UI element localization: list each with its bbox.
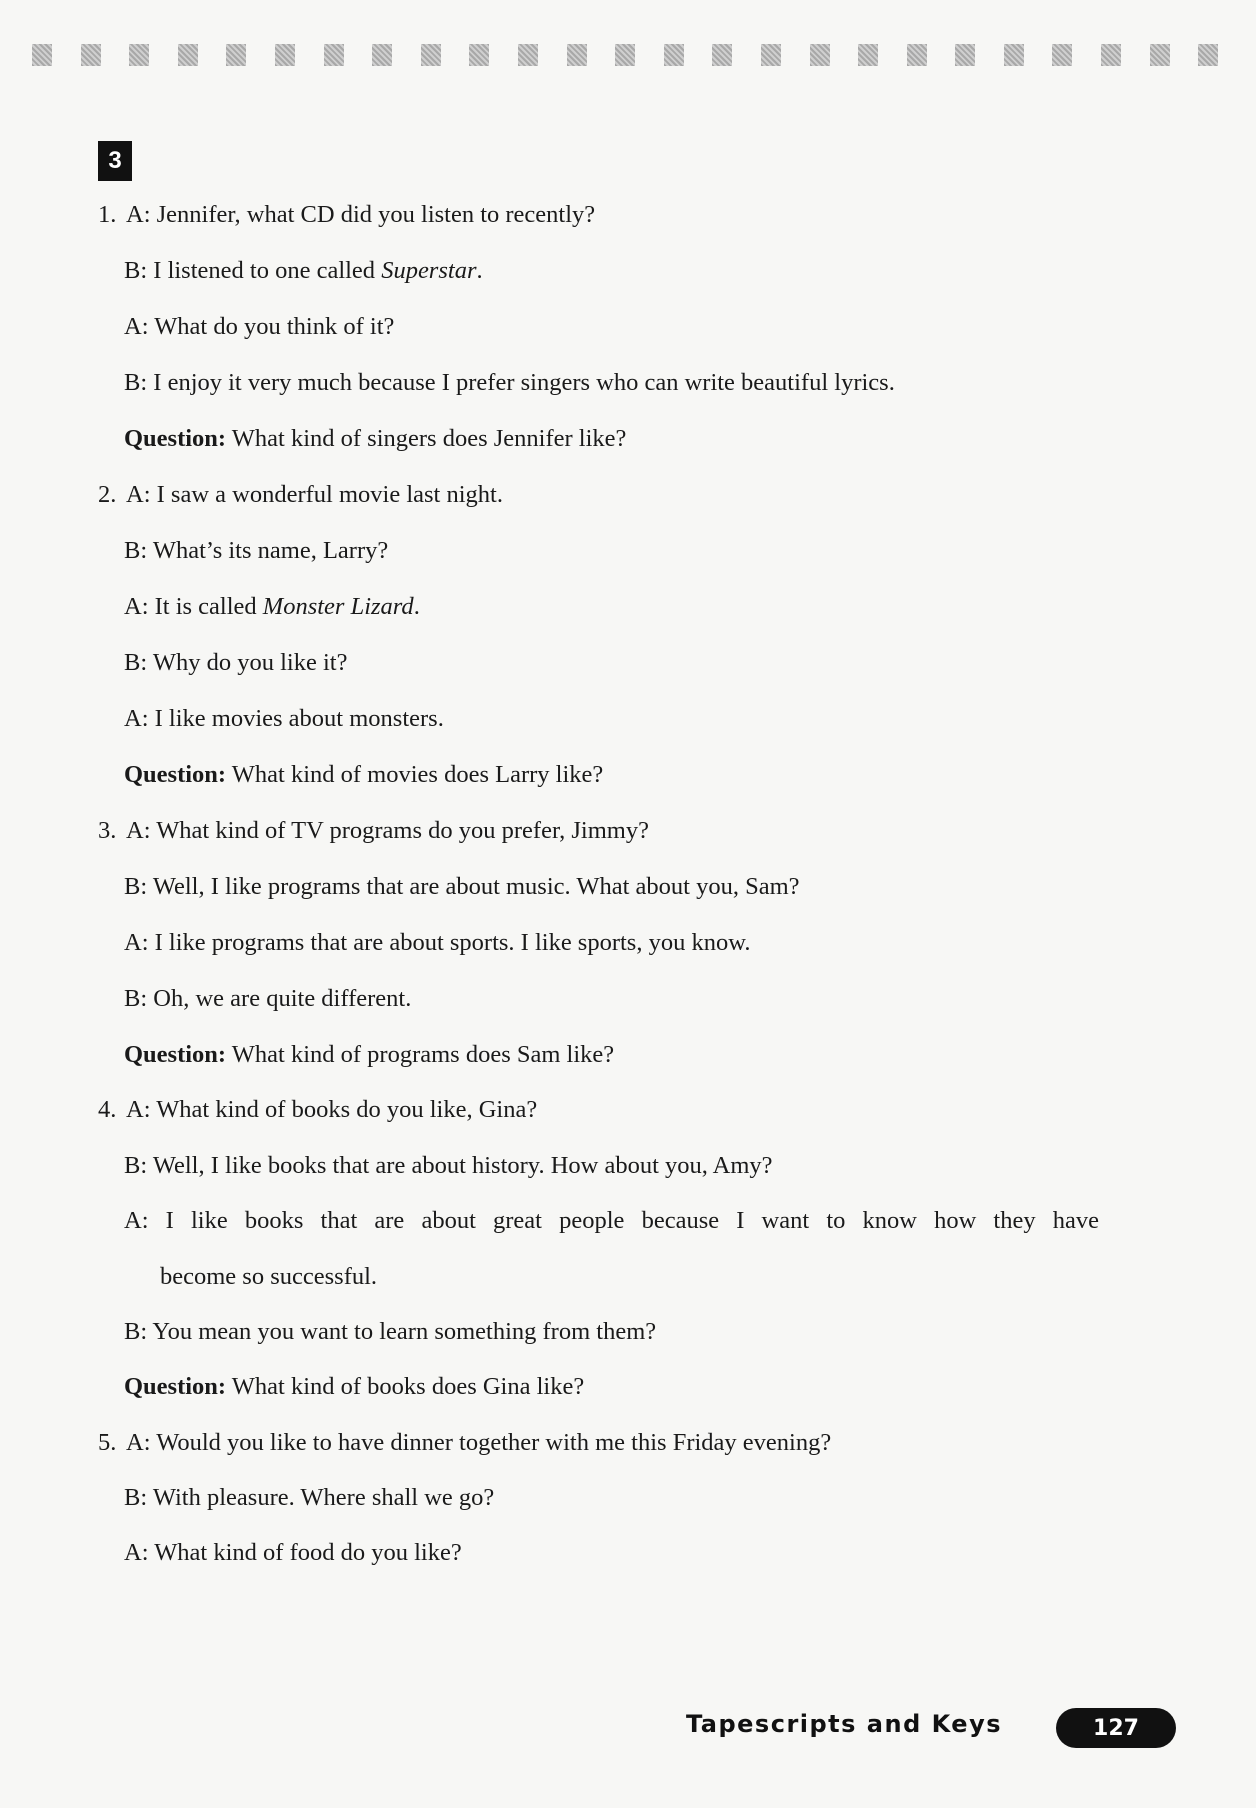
decorative-square [469,44,489,66]
dialogue-line: 4. A: What kind of books do you like, Gina? [98,1096,538,1123]
dialogue-line: A: I like movies about monsters. [124,705,444,732]
page-number: 127 [1056,1708,1176,1748]
decorative-square [32,44,52,66]
decorative-square [907,44,927,66]
dialogue-line: B: Why do you like it? [124,649,348,676]
decorative-square [615,44,635,66]
dialogue-line: A: What do you think of it? [124,313,395,340]
decorative-square [761,44,781,66]
dialogue-line: A: What kind of food do you like? [124,1539,462,1566]
question-line: Question: What kind of movies does Larry like? [124,761,604,788]
section-number-badge: 3 [98,141,132,181]
dialogue-line: B: Well, I like programs that are about music. What about you, Sam? [124,873,800,900]
decorative-square [1150,44,1170,66]
dialogue-line: A: I like books that are about great people because I want to know how they have [124,1207,1100,1234]
decorative-square [858,44,878,66]
decorative-square-row [32,44,1218,66]
dialogue-line: B: With pleasure. Where shall we go? [124,1484,495,1511]
question-line: Question: What kind of singers does Jennifer like? [124,425,627,452]
decorative-square [372,44,392,66]
decorative-square [1198,44,1218,66]
decorative-square [324,44,344,66]
dialogue-line: 3. A: What kind of TV programs do you prefer, Jimmy? [98,817,649,844]
question-line: Question: What kind of books does Gina like? [124,1373,585,1400]
dialogue-line: B: I listened to one called Superstar. [124,257,483,284]
decorative-square [810,44,830,66]
dialogue-line: B: I enjoy it very much because I prefer singers who can write beautiful lyrics. [124,369,895,396]
decorative-square [129,44,149,66]
decorative-square [226,44,246,66]
decorative-square [421,44,441,66]
decorative-square [1004,44,1024,66]
decorative-square [1101,44,1121,66]
decorative-square [1052,44,1072,66]
decorative-square [81,44,101,66]
dialogue-line: 5. A: Would you like to have dinner together with me this Friday evening? [98,1429,832,1456]
dialogue-line: B: What’s its name, Larry? [124,537,389,564]
decorative-square [518,44,538,66]
dialogue-line: B: You mean you want to learn something from them? [124,1318,657,1345]
decorative-square [275,44,295,66]
dialogue-line: A: It is called Monster Lizard. [124,593,420,620]
decorative-square [664,44,684,66]
decorative-square [955,44,975,66]
dialogue-line: 1. A: Jennifer, what CD did you listen to recently? [98,201,596,228]
footer-title: Tapescripts and Keys [686,1710,1002,1738]
dialogue-line: B: Well, I like books that are about history. How about you, Amy? [124,1152,773,1179]
decorative-square [178,44,198,66]
dialogue-line: 2. A: I saw a wonderful movie last night. [98,481,503,508]
decorative-square [567,44,587,66]
decorative-square [712,44,732,66]
dialogue-line: B: Oh, we are quite different. [124,985,412,1012]
dialogue-line-continuation: become so successful. [160,1263,378,1290]
dialogue-line: A: I like programs that are about sports. I like sports, you know. [124,929,751,956]
question-line: Question: What kind of programs does Sam like? [124,1041,615,1068]
